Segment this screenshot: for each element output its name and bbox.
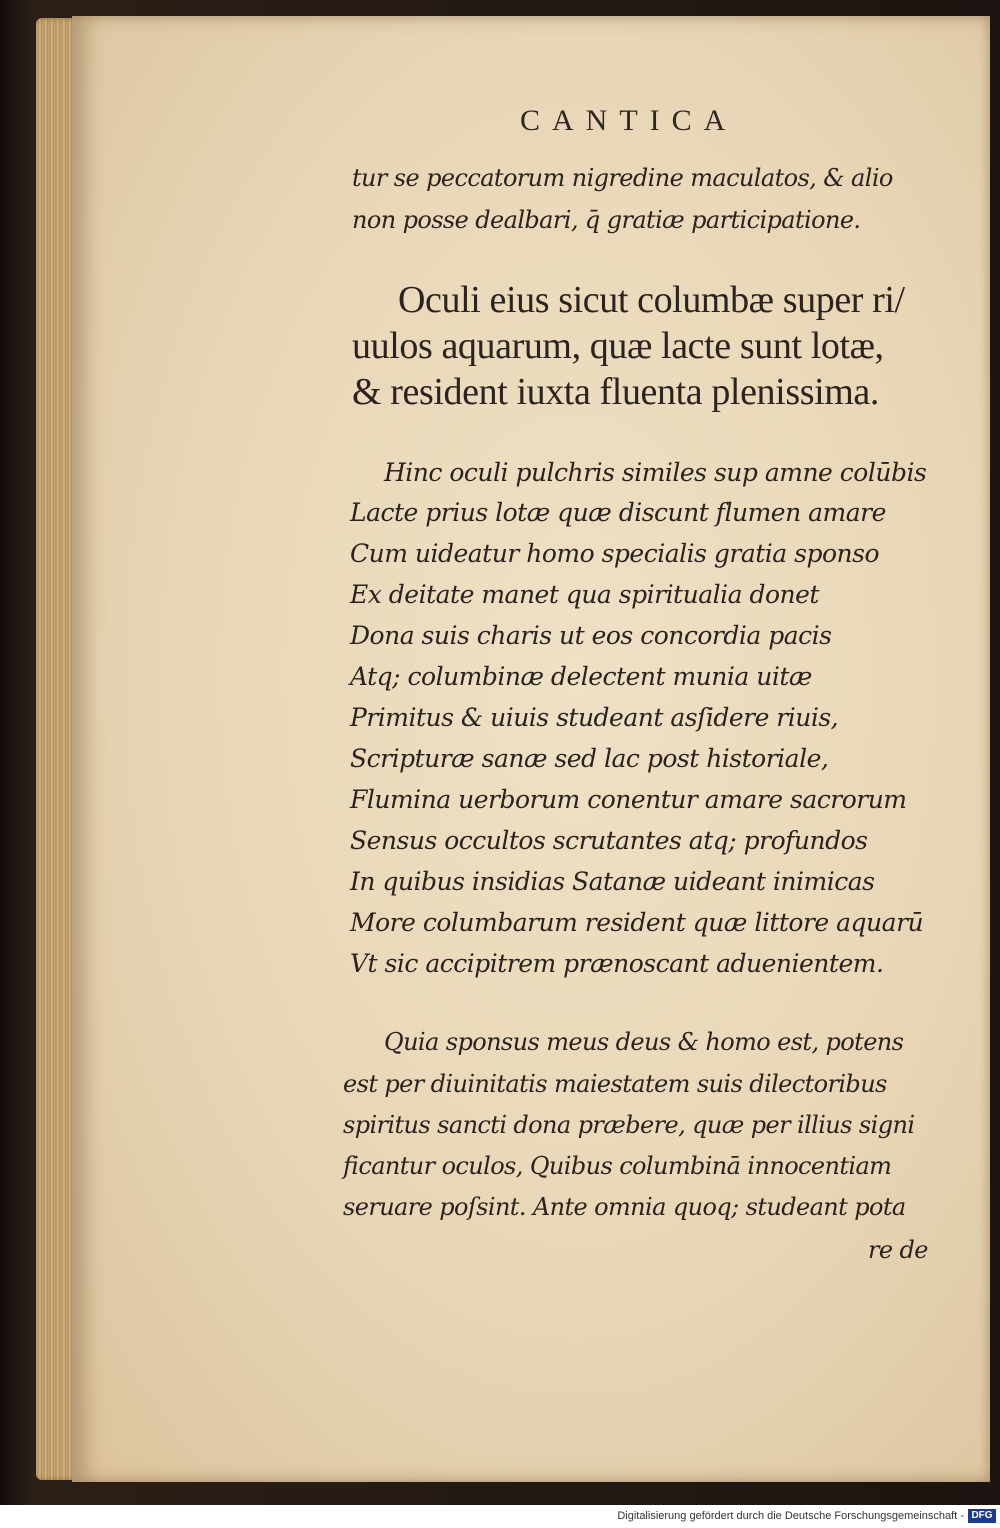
scripture-line: uulos aquarum, quæ lacte sunt lotæ,	[352, 325, 884, 367]
verse-line: Vt sic accipitrem prænoscant aduenientem.	[350, 949, 884, 978]
verse-line: Hinc oculi pulchris similes sup amne colūbis	[384, 458, 927, 487]
verse-line: Atq; columbinæ delectent munia uitæ	[350, 662, 812, 691]
verse-line: Dona suis charis ut eos concordia pacis	[350, 621, 832, 650]
dfg-logo[interactable]: DFG	[968, 1509, 996, 1523]
commentary-line: ficantur oculos, Quibus columbinā innocentiam	[343, 1152, 892, 1180]
scripture-line: & resident iuxta fluenta plenissima.	[352, 371, 879, 413]
prose-line: tur se peccatorum nigredine maculatos, & alio	[352, 164, 893, 192]
verse-line: In quibus insidias Satanæ uideant inimicas	[350, 867, 875, 896]
verse-line: More columbarum resident quæ littore aquarū	[350, 908, 924, 937]
scripture-line: Oculi eius sicut columbæ super ri/	[398, 279, 905, 321]
verse-line: Primitus & uiuis studeant asſidere riuis,	[350, 703, 839, 732]
catchword: re de	[868, 1236, 928, 1264]
commentary-line: seruare poſsint. Ante omnia quoq; studeant pota	[343, 1193, 906, 1221]
footer-credit: Digitalisierung gefördert durch die Deutsche Forschungsgemeinschaft -	[617, 1510, 964, 1522]
verse-line: Ex deitate manet qua spiritualia donet	[350, 580, 819, 609]
verse-line: Scripturæ sanæ sed lac post historiale,	[350, 744, 829, 773]
verse-line: Lacte prius lotæ quæ discunt flumen amare	[350, 498, 886, 527]
verse-line: Sensus occultos scrutantes atq; profundos	[350, 826, 868, 855]
running-head: CANTICA	[520, 104, 738, 137]
commentary-line: Quia sponsus meus deus & homo est, potens	[384, 1028, 904, 1056]
verse-line: Flumina uerborum conentur amare sacrorum	[350, 785, 907, 814]
verse-line: Cum uideatur homo specialis gratia sponso	[350, 539, 879, 568]
commentary-line: spiritus sancti dona præbere, quæ per illius signi	[343, 1111, 915, 1139]
prose-line: non posse dealbari, q̄ gratiæ participatione.	[352, 206, 861, 234]
commentary-line: est per diuinitatis maiestatem suis dilectoribus	[343, 1070, 887, 1098]
